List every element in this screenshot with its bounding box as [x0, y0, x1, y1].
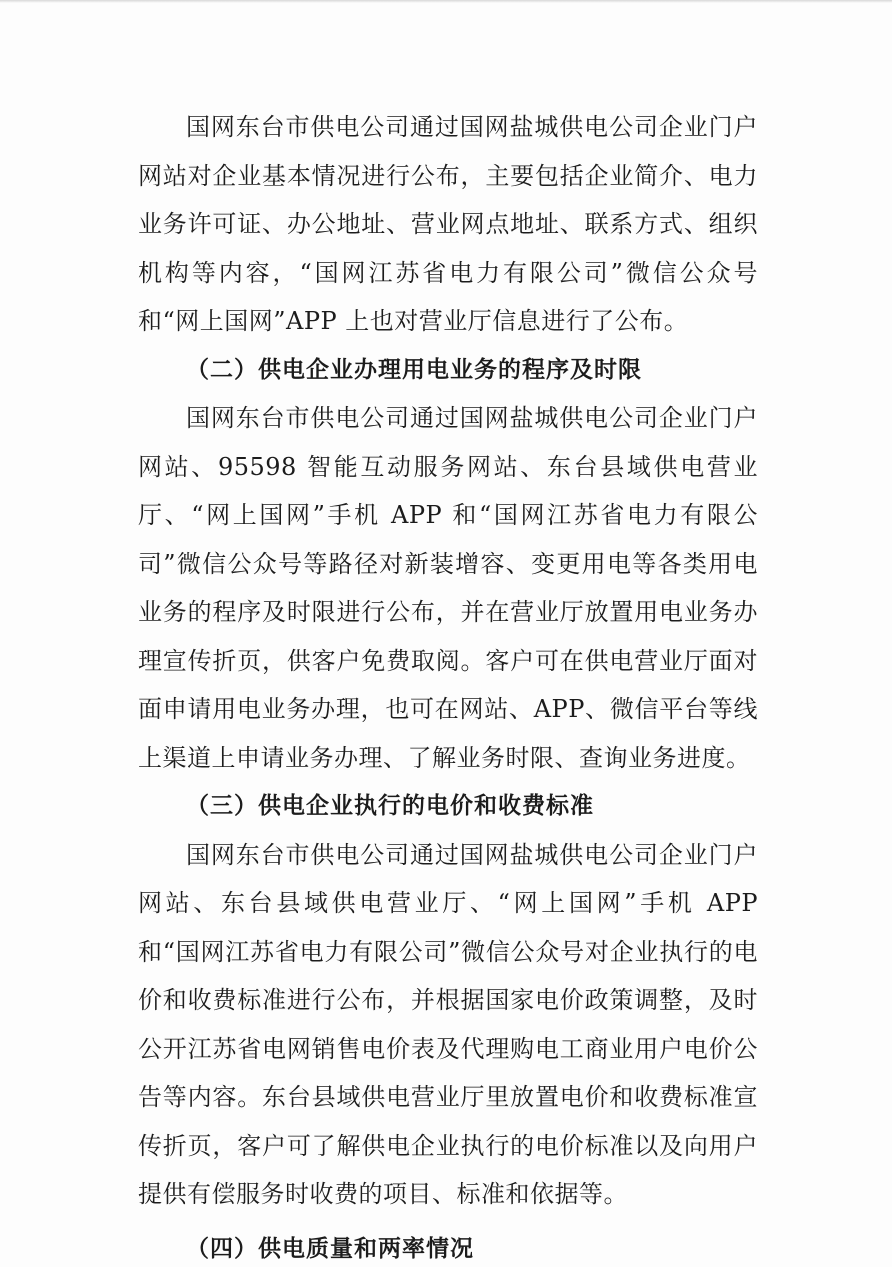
section-2-heading: （二）供电企业办理用电业务的程序及时限 [138, 346, 758, 395]
scan-top-edge [0, 0, 892, 3]
section-4-heading: （四）供电质量和两率情况 [138, 1225, 758, 1273]
section-2-paragraph: 国网东台市供电公司通过国网盐城供电公司企业门户网站、95598 智能互动服务网站、东台县域供电营业厅、“网上国网”手机 APP 和“国网江苏省电力有限公司”微信公众号等路径对新装增容、变更用电等各类用电业务的程序及时限进行公布，并在营业厅放置用电业务办理宣传折页，供客户免费取阅。客户可在供电营业厅面对面申请用电业务办理，也可在网站、APP、微信平台等线上渠道上申请业务办理、了解业务时限、查询业务进度。 [138, 394, 758, 782]
section-3-heading: （三）供电企业执行的电价和收费标准 [138, 782, 758, 831]
document-body [138, 103, 758, 1273]
section-3-paragraph: 国网东台市供电公司通过国网盐城供电公司企业门户网站、东台县域供电营业厅、“网上国网”手机 APP 和“国网江苏省电力有限公司”微信公众号对企业执行的电价和收费标准进行公布，并根据国家电价政策调整，及时公开江苏省电网销售电价表及代理购电工商业用户电价公告等内容。东台县域供电营业厅里放置电价和收费标准宣传折页，客户可了解供电企业执行的电价标准以及向用户提供有偿服务时收费的项目、标准和依据等。 [138, 831, 758, 1219]
intro-paragraph: 国网东台市供电公司通过国网盐城供电公司企业门户网站对企业基本情况进行公布，主要包括企业简介、电力业务许可证、办公地址、营业网点地址、联系方式、组织机构等内容，“国网江苏省电力有限公司”微信公众号和“网上国网”APP 上也对营业厅信息进行了公布。 [138, 103, 758, 346]
